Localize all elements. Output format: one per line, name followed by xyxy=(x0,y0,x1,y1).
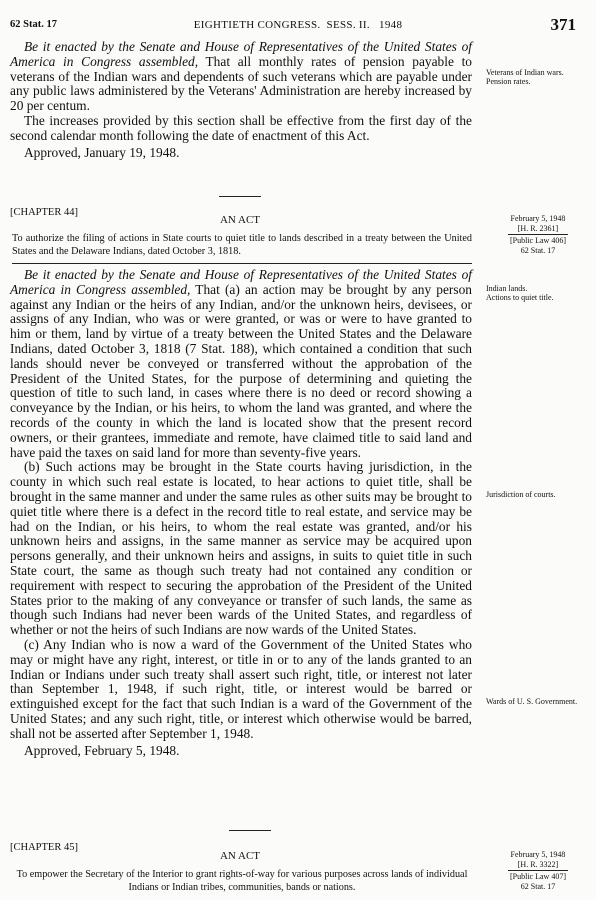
enacting-clause: Be it enacted by the Senate and House of Representatives of the United States of America in Congress assembled, xyxy=(10,267,472,297)
running-head-citation: 62 Stat. 17 xyxy=(10,19,57,30)
veterans-act-body xyxy=(10,40,472,160)
margin-note-text: Jurisdiction of courts. xyxy=(486,490,556,499)
margin-note-text: Pension rates. xyxy=(486,77,531,87)
effective-date-paragraph: The increases provided by this section shall be effective from the first day of the second calendar month following the date of enactment of this Act. xyxy=(10,112,472,143)
section-c-paragraph: (c) Any Indian who is now a ward of the Government of the United States who may or might have any right, interest, or title in or to any of the lands granted to an Indian or Indians under such treaty shall assert such right, title, or interest not later than September 1, 1948, if such right, title, or interest would be barred or extinguished except for the fact that such Indian is a ward of the Government of the United States; and any such right, title, or interest which otherwise would be barred, shall not be asserted after September 1, 1948. xyxy=(10,636,472,741)
approval-line: Approved, February 5, 1948. xyxy=(24,742,180,758)
chapter-44-title: AN ACT xyxy=(219,214,261,226)
chapter-44-body xyxy=(10,268,472,758)
page-number: 371 xyxy=(550,15,576,34)
section-b-paragraph: (b) Such actions may be brought in the State courts having jurisdiction, in the county in which such real estate is located, to hear actions to quiet title, shall be brought in the same manner and under the same rules as other suits may be brought to quiet title where there is a defect in the record title to real estate, and service may be had on the Indian, or his heirs, to whom the real estate was granted, and/or his unknown heirs and assigns, in the same manner as service may be acquired upon persons generally, and their unknown heirs and assigns, in suits to quiet title in such State court, the same as though such treaty had not contained any condition or requirement with respect to securing the approbation of the President of the United States prior to the making of any conveyance or transfer of such lands, the same as though such Indians had never been wards of the United States, and regardless of whether or not the heirs of such Indians are now wards of the United States. xyxy=(10,459,472,638)
chapter-45-label: [CHAPTER 45] xyxy=(10,842,78,853)
section-a-text: That (a) an action may be brought by any person against any Indian or the heirs of any Indian, and/or the unknown heirs, devisees, or assigns of any Indian, who was or were granted, or was or were to have granted to him or them, land by virtue of a treaty between the United States and the Delaware Indians, dated October 3, 1818 (7 Stat. 188), which contained a condition that such lands should never be conveyed or transferred without the approbation of the President of the United States, for the purpose of determining and quieting the question of title to such land, in cases where there is no deed or record showing a conveyance by the Indian, or his heirs, to whom the land was granted, and where the records of the county in which the land is located show that the present record owners, or their grantees, immediate and remote, have claimed title to said land and have paid the taxes on said land for more than seventy-five years. xyxy=(10,281,472,460)
margin-note-text: Veterans of Indian wars. xyxy=(486,68,564,77)
section-divider xyxy=(229,830,271,831)
statute-citation: 62 Stat. 17 xyxy=(520,881,556,891)
enacting-paragraph xyxy=(10,40,472,114)
chapter-45-title: AN ACT xyxy=(219,850,261,862)
sidenote-divider xyxy=(508,234,568,235)
margin-note-text: Wards of U. S. Government. xyxy=(486,697,578,706)
enacting-clause: Be it enacted by the Senate and House of Representatives of the United States of America in Congress assembled, xyxy=(10,39,472,69)
statute-citation: 62 Stat. 17 xyxy=(520,245,556,255)
public-law-number: [Public Law 407] xyxy=(510,872,566,882)
margin-note-text: Indian lands. xyxy=(486,284,528,293)
sidenote-divider xyxy=(508,870,568,871)
approval-line: Approved, January 19, 1948. xyxy=(24,144,180,160)
margin-note-indian-lands xyxy=(486,284,590,303)
section-divider xyxy=(219,196,261,197)
margin-note-veterans xyxy=(486,68,590,87)
chapter-44-label: [CHAPTER 44] xyxy=(10,207,78,218)
bill-date: February 5, 1948 xyxy=(510,850,566,859)
purpose-divider xyxy=(12,263,472,264)
running-head-title: EIGHTIETH CONGRESS. SESS. II. 1948 xyxy=(193,19,403,31)
bill-number: [H. R. 3322] xyxy=(517,859,559,869)
public-law-number: [Public Law 406] xyxy=(510,236,566,246)
margin-note-wards xyxy=(486,697,590,706)
chapter-44-purpose: To authorize the filing of actions in State courts to quiet title to lands described in a treaty between the United States and the Delaware Indians, dated October 3, 1818. xyxy=(12,233,472,257)
chapter-45-purpose: To empower the Secretary of the Interior to grant rights-of-way for various purposes across lands of individual Indians or Indian tribes, communities, bands or nations. xyxy=(16,869,468,893)
chapter-44-sidenote xyxy=(486,214,590,255)
margin-note-jurisdiction xyxy=(486,490,590,499)
bill-date: February 5, 1948 xyxy=(510,214,566,223)
margin-note-text: Actions to quiet title. xyxy=(486,293,554,303)
pension-provision-text: That all monthly rates of pension payable to veterans of the Indian wars and dependents of such veterans which are payable under any public laws administered by the Veterans' Administration are hereby increased by 20 per centum. xyxy=(10,53,472,114)
bill-number: [H. R. 2361] xyxy=(517,223,559,233)
chapter-45-sidenote xyxy=(486,850,590,891)
section-a-paragraph xyxy=(10,268,472,460)
